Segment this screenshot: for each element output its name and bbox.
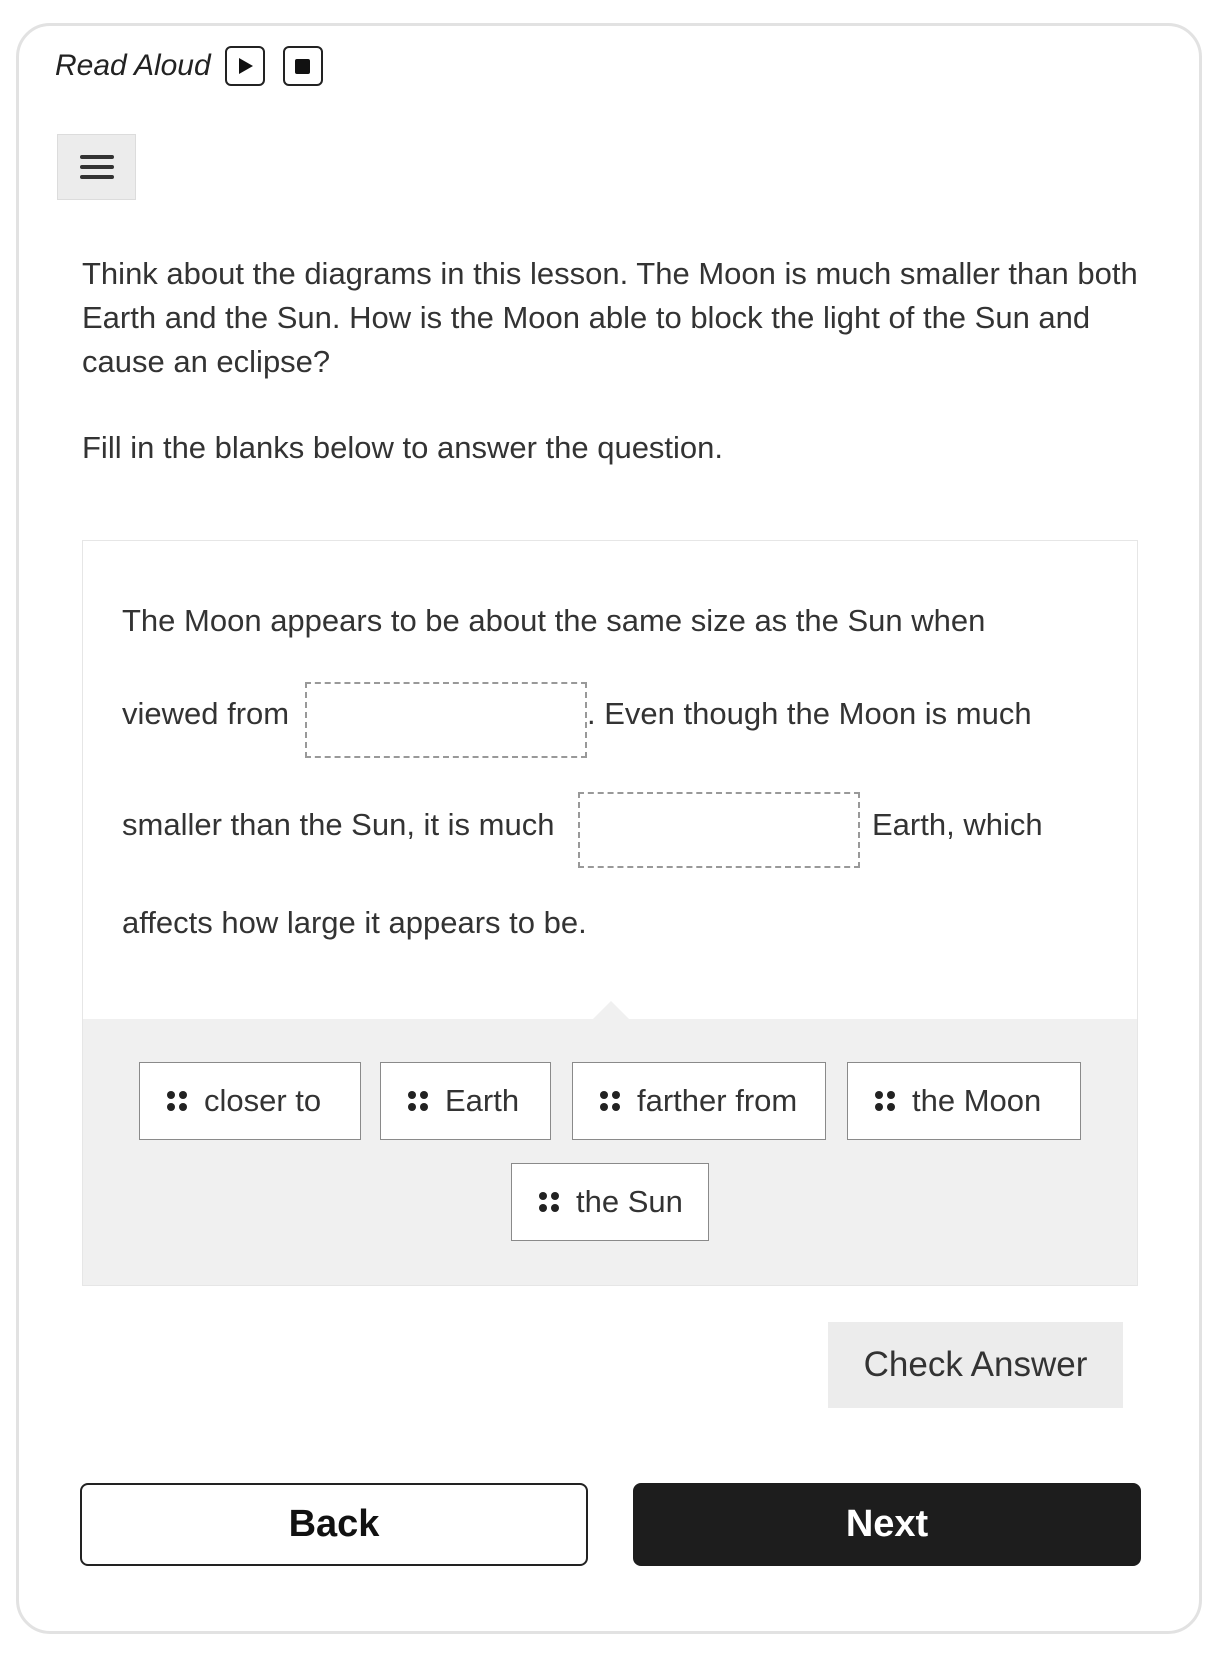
read-aloud-label: Read Aloud: [55, 49, 211, 82]
sentence-line-1: The Moon appears to be about the same size as the Sun when: [122, 603, 986, 638]
stop-button[interactable]: [283, 46, 323, 86]
menu-button[interactable]: [57, 134, 136, 200]
sentence-line-4: affects how large it appears to be.: [122, 905, 587, 940]
drag-handle-icon: [600, 1091, 620, 1111]
word-chip-earth[interactable]: [380, 1062, 551, 1140]
hamburger-menu-icon: [80, 155, 114, 159]
word-chip-closer-to[interactable]: [139, 1062, 361, 1140]
drag-handle-icon: [875, 1091, 895, 1111]
drag-handle-icon: [539, 1192, 559, 1212]
instruction-text: Fill in the blanks below to answer the question.: [82, 430, 724, 465]
cloze-panel: [82, 540, 1138, 1286]
word-chip-label: farther from: [637, 1083, 798, 1118]
question-text: Think about the diagrams in this lesson. The Moon is much smaller than both Earth and the Sun. How is the Moon able to block the light of the Sun and cause an eclipse?: [82, 256, 1138, 379]
blank-1-drop-zone[interactable]: [305, 682, 587, 758]
word-chip-label: the Sun: [576, 1184, 683, 1219]
word-chip-farther-from[interactable]: [572, 1062, 826, 1140]
blank-2-drop-zone[interactable]: [578, 792, 860, 868]
stop-icon: [295, 59, 310, 74]
word-bank: [83, 1019, 1137, 1285]
sentence-line-2-before: viewed from: [122, 696, 290, 731]
word-chip-label: Earth: [445, 1083, 520, 1118]
read-aloud-controls: [55, 46, 341, 86]
next-button[interactable]: Next: [633, 1483, 1141, 1566]
play-icon: [239, 58, 253, 74]
sentence-line-3-before: smaller than the Sun, it is much: [122, 807, 555, 842]
word-chip-label: closer to: [204, 1083, 322, 1118]
word-chip-label: the Moon: [912, 1083, 1042, 1118]
drag-handle-icon: [408, 1091, 428, 1111]
back-button[interactable]: Back: [80, 1483, 588, 1566]
play-button[interactable]: [225, 46, 265, 86]
drag-handle-icon: [167, 1091, 187, 1111]
sentence-line-2-after: . Even though the Moon is much: [587, 696, 1032, 731]
word-chip-the-sun[interactable]: [511, 1163, 709, 1241]
word-chip-the-moon[interactable]: [847, 1062, 1081, 1140]
check-answer-button[interactable]: Check Answer: [828, 1322, 1123, 1408]
sentence-line-3-after: Earth, which: [872, 807, 1043, 842]
